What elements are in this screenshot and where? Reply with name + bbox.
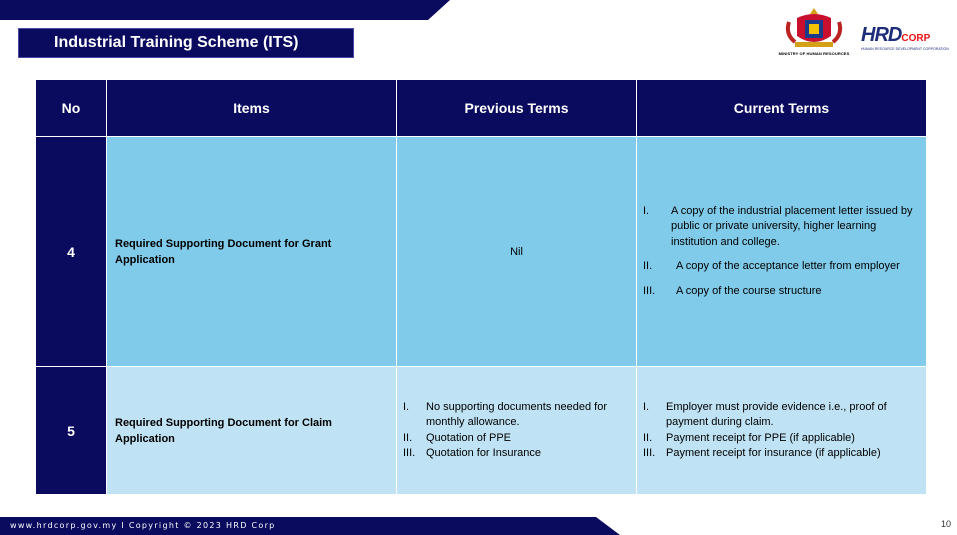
list-text: Quotation of PPE (426, 431, 511, 444)
list-text: A copy of the industrial placement letter issued by public or private university, higher learning institution and college. (671, 204, 913, 248)
list-item (643, 446, 918, 462)
list-numeral: II. (403, 431, 413, 444)
list-text: No supporting documents needed for monthly allowance. (426, 400, 608, 428)
list-item (403, 400, 628, 431)
terms-table (35, 79, 927, 495)
list-item (643, 204, 918, 251)
list-numeral: III. (643, 284, 656, 297)
header-current-terms: Current Terms (637, 80, 927, 137)
header-no: No (36, 80, 107, 137)
list-text: Payment receipt for insurance (if applicable) (666, 447, 881, 459)
list-text: A copy of the course structure (676, 284, 822, 297)
list-numeral: I. (403, 400, 410, 413)
previous-terms-cell: Nil (397, 137, 637, 367)
previous-terms-cell (397, 367, 637, 495)
row-number: 4 (36, 137, 107, 367)
list-item (643, 259, 918, 275)
hrd-wordmark (861, 24, 930, 47)
list-item (643, 431, 918, 447)
list-numeral: I. (643, 204, 650, 217)
hrd-word: HRD (861, 24, 902, 46)
logo-group (777, 6, 947, 56)
list-item (403, 431, 628, 447)
table-row (36, 367, 927, 495)
list-text: A copy of the acceptance letter from employer (676, 260, 900, 273)
table-header-row (36, 80, 927, 137)
slide-title: Industrial Training Scheme (ITS) (18, 28, 354, 58)
coat-of-arms-icon (777, 6, 851, 50)
page-number: 10 (940, 519, 951, 529)
current-terms-cell (637, 137, 927, 367)
list-text: Quotation for Insurance (426, 447, 541, 459)
hrd-sub-label: HUMAN RESOURCE DEVELOPMENT CORPORATION (861, 47, 949, 51)
list-numeral: III. (403, 447, 416, 459)
list-text: Payment receipt for PPE (if applicable) (666, 431, 855, 444)
header-items: Items (107, 80, 397, 137)
header-previous-terms: Previous Terms (397, 80, 637, 137)
table-row (36, 137, 927, 367)
row-number: 5 (36, 367, 107, 495)
hrd-corp-logo (861, 6, 947, 56)
list-numeral: II. (643, 260, 653, 273)
ministry-crest-logo (777, 6, 851, 56)
item-cell: Required Supporting Document for Grant Application (107, 137, 397, 367)
list-numeral: III. (643, 447, 656, 459)
list-numeral: I. (643, 400, 650, 413)
hrd-corp-word: CORP (901, 33, 931, 44)
list-item (643, 284, 918, 300)
list-numeral: II. (643, 431, 653, 444)
ministry-label: MINISTRY OF HUMAN RESOURCES (778, 51, 850, 56)
footer-copyright: www.hrdcorp.gov.my I Copyright © 2023 HRD Corp (10, 521, 276, 530)
current-terms-cell (637, 367, 927, 495)
list-text: Employer must provide evidence i.e., proof of payment during claim. (666, 400, 887, 428)
list-item (643, 400, 918, 431)
list-item (403, 446, 628, 462)
item-cell: Required Supporting Document for Claim Application (107, 367, 397, 495)
